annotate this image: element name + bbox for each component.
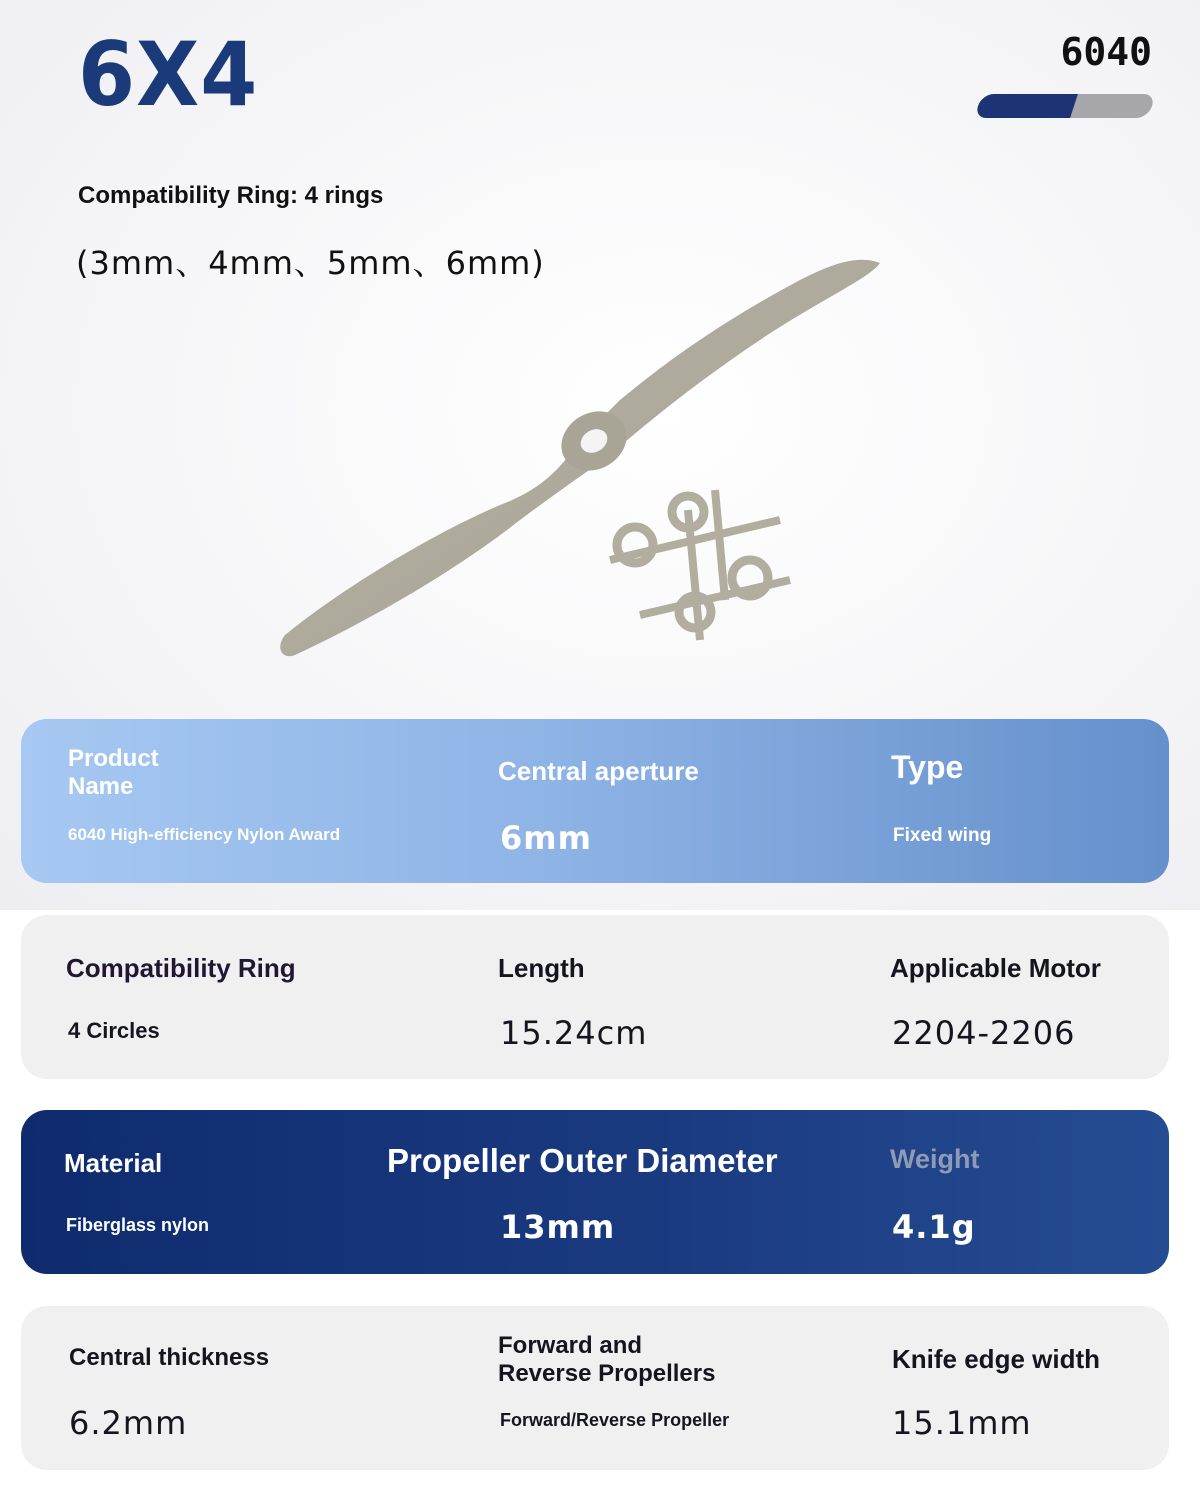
applicable-motor-label: Applicable Motor — [890, 953, 1101, 983]
type-value: Fixed wing — [893, 825, 992, 846]
spec-panel-basic — [21, 719, 1169, 883]
spec-panel-fit — [21, 915, 1169, 1079]
type-label: Type — [891, 749, 964, 785]
length-value: 15.24cm — [500, 1014, 648, 1052]
product-name-value: 6040 High-efficiency Nylon Award — [68, 825, 341, 844]
weight-value: 4.1g — [892, 1208, 976, 1246]
propeller-diameter-value: 13mm — [500, 1208, 616, 1246]
spec-panel-material — [21, 1110, 1169, 1274]
knife-edge-width-value: 15.1mm — [892, 1404, 1032, 1442]
propeller-direction-value: Forward/Reverse Propeller — [500, 1410, 730, 1430]
adapter-rings — [610, 490, 790, 640]
spec-panel-geometry — [21, 1306, 1169, 1470]
product-name-label: Product Name — [68, 745, 159, 800]
page-title: 6X4 — [78, 24, 259, 127]
length-label: Length — [498, 953, 585, 983]
compatibility-ring-value: 4 Circles — [68, 1018, 160, 1043]
propeller-direction-label: Forward and Reverse Propellers — [498, 1332, 716, 1387]
compatibility-ring-label: Compatibility Ring — [66, 953, 296, 983]
central-aperture-value: 6mm — [500, 819, 592, 857]
compatibility-title: Compatibility Ring: 4 rings — [78, 182, 384, 209]
model-number: 6040 — [1060, 30, 1152, 74]
weight-label: Weight — [890, 1144, 980, 1174]
compatibility-sizes: (3mm、4mm、5mm、6mm) — [76, 244, 545, 282]
applicable-motor-value: 2204-2206 — [892, 1014, 1076, 1052]
material-label: Material — [64, 1148, 163, 1178]
knife-edge-width-label: Knife edge width — [892, 1344, 1100, 1374]
propeller-diameter-label: Propeller Outer Diameter — [387, 1142, 778, 1179]
central-thickness-label: Central thickness — [69, 1344, 270, 1371]
material-value: Fiberglass nylon — [66, 1215, 210, 1235]
central-aperture-label: Central aperture — [498, 756, 699, 786]
central-thickness-value: 6.2mm — [69, 1404, 188, 1442]
